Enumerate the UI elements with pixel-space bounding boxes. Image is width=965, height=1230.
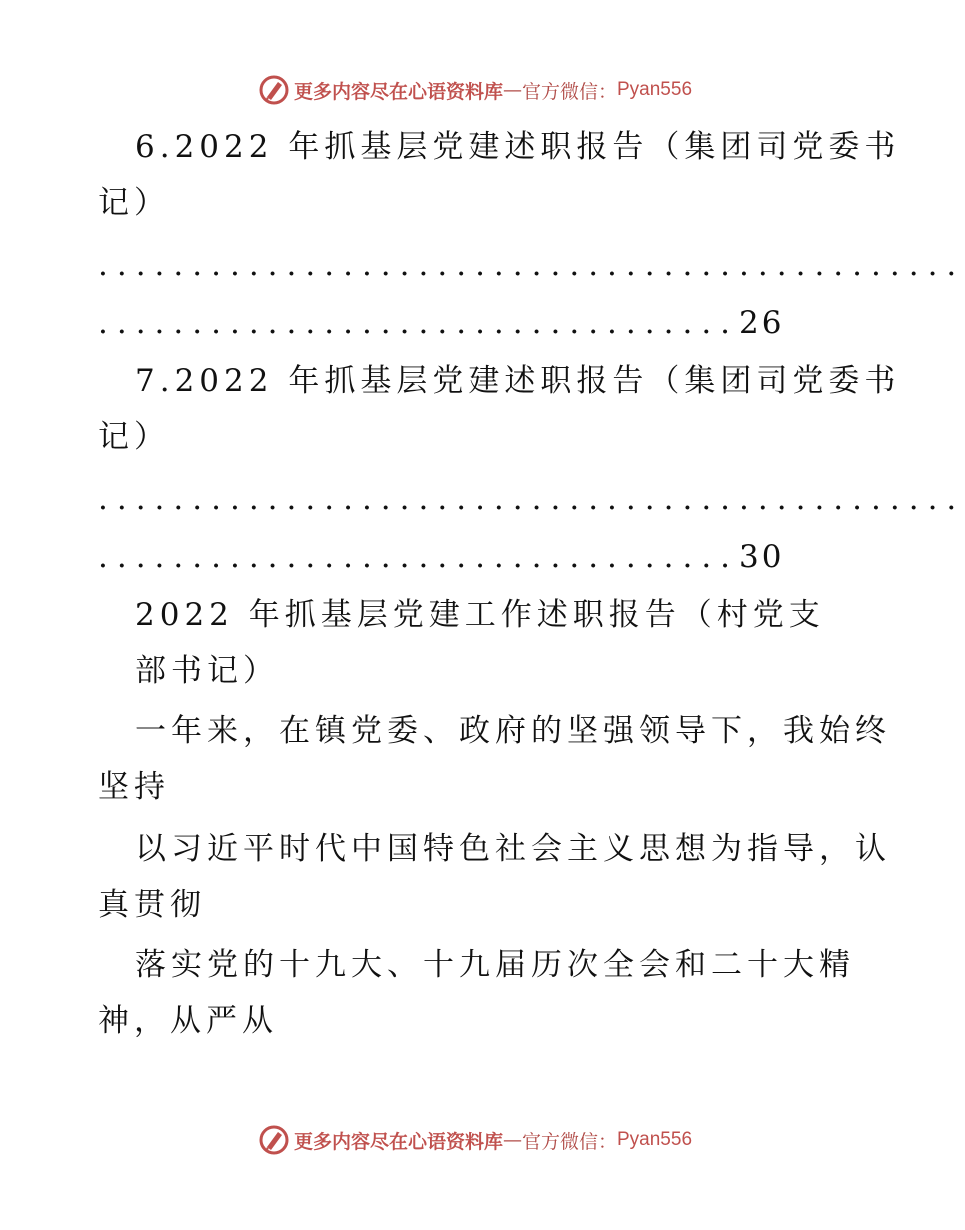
watermark-sub-text: 官方微信：	[521, 1130, 617, 1153]
body-paragraph-line: 一年来，在镇党委、政府的坚强领导下，我始终	[135, 713, 891, 749]
watermark-main-text: 更多内容尽在心语资料库	[293, 1130, 503, 1153]
toc-leader-dots: ..................................	[98, 305, 740, 341]
pen-logo-icon	[258, 1124, 290, 1156]
body-paragraph-line: 以习近平时代中国特色社会主义思想为指导，认	[135, 831, 891, 867]
watermark-id: Pyan556	[617, 1129, 693, 1150]
toc-page-number: 30	[739, 539, 785, 575]
toc-entry-title-cont: 记）	[98, 419, 170, 455]
toc-entry-title-cont: 记）	[98, 185, 170, 221]
body-paragraph-line: 神，从严从	[98, 1003, 278, 1039]
toc-leader-dots: ..............................................	[98, 247, 965, 283]
article-heading: 2022 年抓基层党建工作述职报告（村党支	[135, 597, 825, 633]
toc-entry-title: 6.2022 年抓基层党建述职报告（集团司党委书	[135, 129, 901, 165]
body-paragraph-line: 真贯彻	[98, 887, 206, 923]
watermark-footer	[0, 1120, 950, 1160]
body-paragraph-line: 坚持	[98, 769, 170, 805]
watermark-id: Pyan556	[617, 79, 693, 100]
toc-entry-title: 7.2022 年抓基层党建述职报告（集团司党委书	[135, 363, 901, 399]
toc-page-number: 26	[739, 305, 785, 341]
toc-leader-dots: ..............................................	[98, 481, 965, 517]
toc-leader-with-page	[98, 539, 785, 575]
pen-logo-icon	[258, 74, 290, 106]
watermark-sub-text: 官方微信：	[521, 80, 617, 103]
watermark-dash: —	[502, 79, 522, 101]
body-paragraph-line: 落实党的十九大、十九届历次全会和二十大精	[135, 947, 855, 983]
watermark-header	[0, 70, 950, 110]
toc-leader-with-page	[98, 305, 785, 341]
watermark-dash: —	[502, 1129, 522, 1151]
watermark-main-text: 更多内容尽在心语资料库	[293, 80, 503, 103]
article-heading-cont: 部书记）	[135, 653, 279, 689]
toc-leader-dots: ..................................	[98, 539, 740, 575]
